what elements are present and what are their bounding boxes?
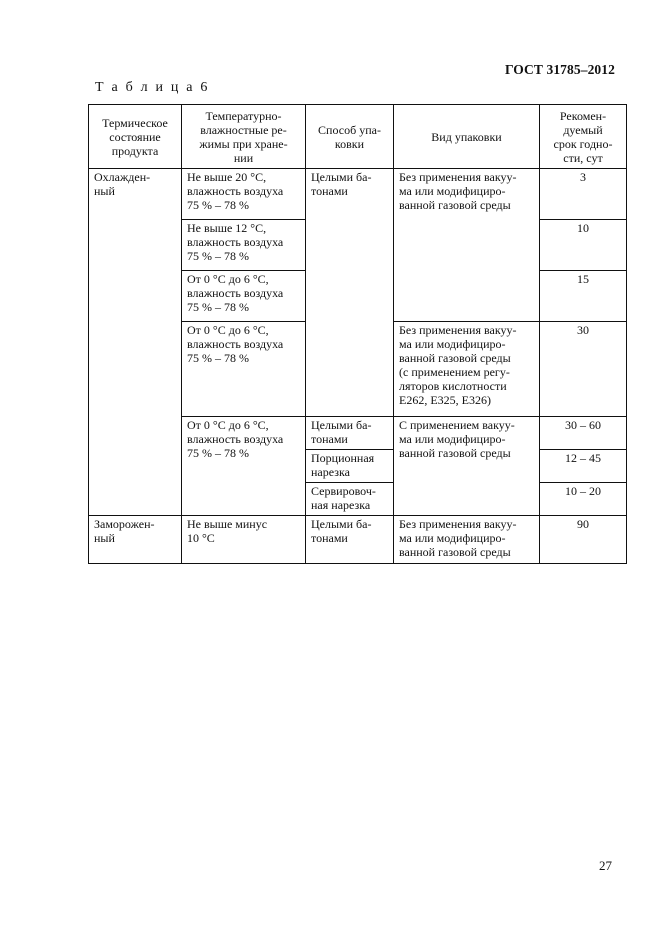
cell-storage-regime: Не выше минус 10 °С <box>182 516 306 564</box>
cell-shelf-life: 12 – 45 <box>540 450 627 483</box>
cell-shelf-life: 15 <box>540 271 627 322</box>
table-row <box>89 169 627 220</box>
cell-storage-regime: От 0 °С до 6 °С, влажность воздуха 75 % – 78 % <box>182 271 306 322</box>
cell-packing-method: Целыми ба- тонами <box>306 417 394 450</box>
cell-shelf-life: 30 <box>540 322 627 417</box>
cell-packing-method: Целыми ба- тонами <box>306 169 394 417</box>
storage-conditions-table <box>88 104 627 564</box>
cell-packing-method: Целыми ба- тонами <box>306 516 394 564</box>
table-header-row <box>89 105 627 169</box>
header-packing-method: Способ упа- ковки <box>306 105 394 169</box>
header-thermal-state: Термическое состояние продукта <box>89 105 182 169</box>
header-shelf-life: Рекомен- дуемый срок годно- сти, сут <box>540 105 627 169</box>
cell-thermal-state: Охлажден- ный <box>89 169 182 516</box>
cell-package-type: С применением вакуу- ма или модифициро- ванной газовой среды <box>394 417 540 516</box>
cell-shelf-life: 90 <box>540 516 627 564</box>
cell-shelf-life: 10 – 20 <box>540 483 627 516</box>
cell-package-type: Без применения вакуу- ма или модифициро- ванной газовой среды <box>394 516 540 564</box>
cell-shelf-life: 3 <box>540 169 627 220</box>
table-row <box>89 516 627 564</box>
cell-storage-regime: Не выше 20 °С, влажность воздуха 75 % – 78 % <box>182 169 306 220</box>
cell-thermal-state: Заморожен- ный <box>89 516 182 564</box>
table-caption: Т а б л и ц а 6 <box>95 80 210 95</box>
header-storage-regime: Температурно- влажностные ре- жимы при хране- нии <box>182 105 306 169</box>
cell-package-type: Без применения вакуу- ма или модифициро- ванной газовой среды (с применением регу- ляторов кислотности Е262, Е325, Е326) <box>394 322 540 417</box>
page-number: 27 <box>599 858 612 873</box>
cell-storage-regime: От 0 °С до 6 °С, влажность воздуха 75 % – 78 % <box>182 322 306 417</box>
cell-storage-regime: От 0 °С до 6 °С, влажность воздуха 75 % – 78 % <box>182 417 306 516</box>
cell-shelf-life: 30 – 60 <box>540 417 627 450</box>
cell-shelf-life: 10 <box>540 220 627 271</box>
cell-packing-method: Порционная нарезка <box>306 450 394 483</box>
document-code: ГОСТ 31785–2012 <box>504 62 615 77</box>
header-package-type: Вид упаковки <box>394 105 540 169</box>
cell-packing-method: Сервировоч- ная нарезка <box>306 483 394 516</box>
cell-storage-regime: Не выше 12 °С, влажность воздуха 75 % – 78 % <box>182 220 306 271</box>
cell-package-type: Без применения вакуу- ма или модифициро- ванной газовой среды <box>394 169 540 322</box>
